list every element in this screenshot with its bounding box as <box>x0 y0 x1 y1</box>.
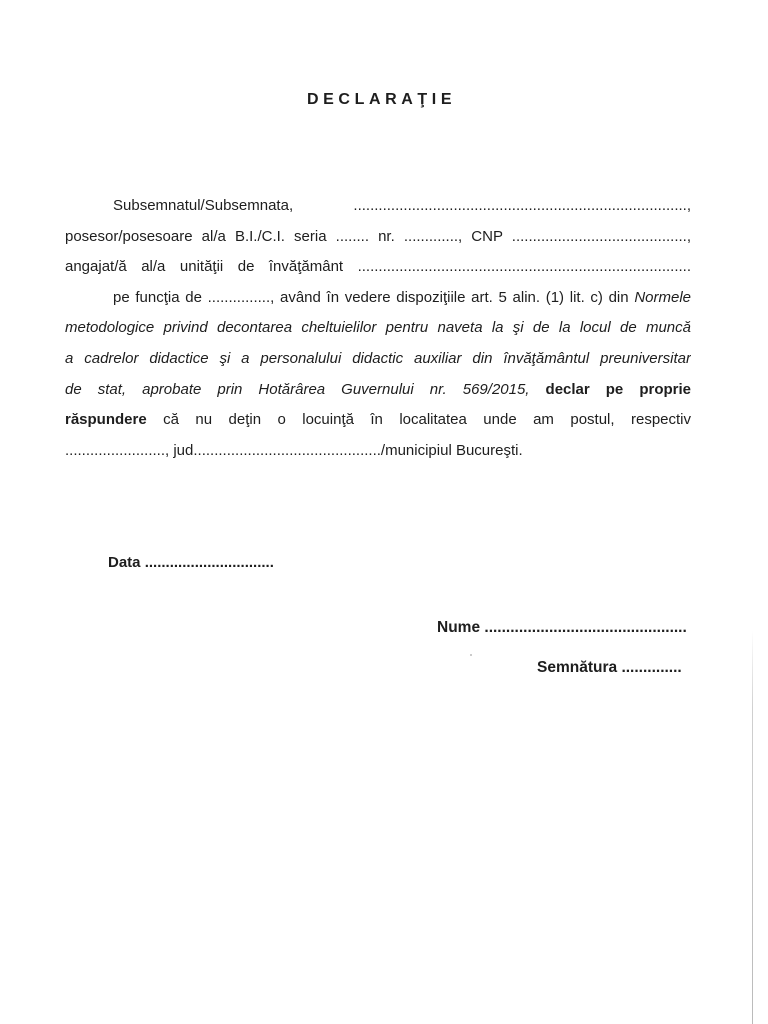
signature-blank: .............. <box>621 659 682 676</box>
document-title: DECLARAŢIE <box>307 91 457 108</box>
school-unit-text: angajat/ă al/a unităţii de învăţământ ................................................................................ <box>65 258 691 276</box>
declaration-statement-bold: declar pe proprie <box>545 380 691 398</box>
legal-reference-text: metodologice privind decontarea cheltuielilor pentru naveta la şi de la locul de muncă <box>65 319 691 337</box>
body-line-1 <box>65 191 691 222</box>
body-line-5 <box>65 313 691 344</box>
body-line-4 <box>65 283 691 314</box>
name-label: Nume <box>437 619 481 636</box>
body-line-7 <box>65 375 691 406</box>
identity-document-text: posesor/posesoare al/a B.I./C.I. seria ........ nr. ............., CNP .........................................., <box>65 227 691 245</box>
signature-label: Semnătura <box>537 659 618 676</box>
scan-speck <box>470 654 472 656</box>
scan-edge-line <box>752 630 753 1024</box>
locality-text: ........................, jud............................................./municipiul Bucureşti. <box>65 441 523 459</box>
legal-reference-start: Normele <box>634 288 691 306</box>
body-line-3 <box>65 252 691 283</box>
date-label: Data <box>108 554 141 571</box>
name-blank: ............................................... <box>484 619 687 636</box>
legal-reference-text: a cadrelor didactice şi a personalului didactic auxiliar din învăţământul preuniversitar <box>65 349 691 367</box>
signature-field <box>537 659 682 677</box>
declarant-label: Subsemnatul/Subsemnata, <box>113 197 294 214</box>
body-line-9 <box>65 436 691 467</box>
body-line-6 <box>65 344 691 375</box>
declaration-statement-bold: răspundere <box>65 411 147 429</box>
position-text: pe funcţia de ..............., având în vedere dispoziţiile art. 5 alin. (1) lit. c) din <box>113 288 629 306</box>
residence-statement-text: că nu deţin o locuinţă în localitatea unde am postul, respectiv <box>163 411 691 429</box>
date-field <box>108 554 274 572</box>
body-line-2 <box>65 222 691 253</box>
legal-reference-end: de stat, aprobate prin Hotărârea Guvernului nr. 569/2015, <box>65 380 530 398</box>
body-line-8 <box>65 405 691 436</box>
date-blank: ............................... <box>144 554 274 571</box>
name-field <box>437 619 687 637</box>
declarant-name-blank: ................................................................................, <box>353 197 691 214</box>
declaration-body <box>65 191 691 466</box>
